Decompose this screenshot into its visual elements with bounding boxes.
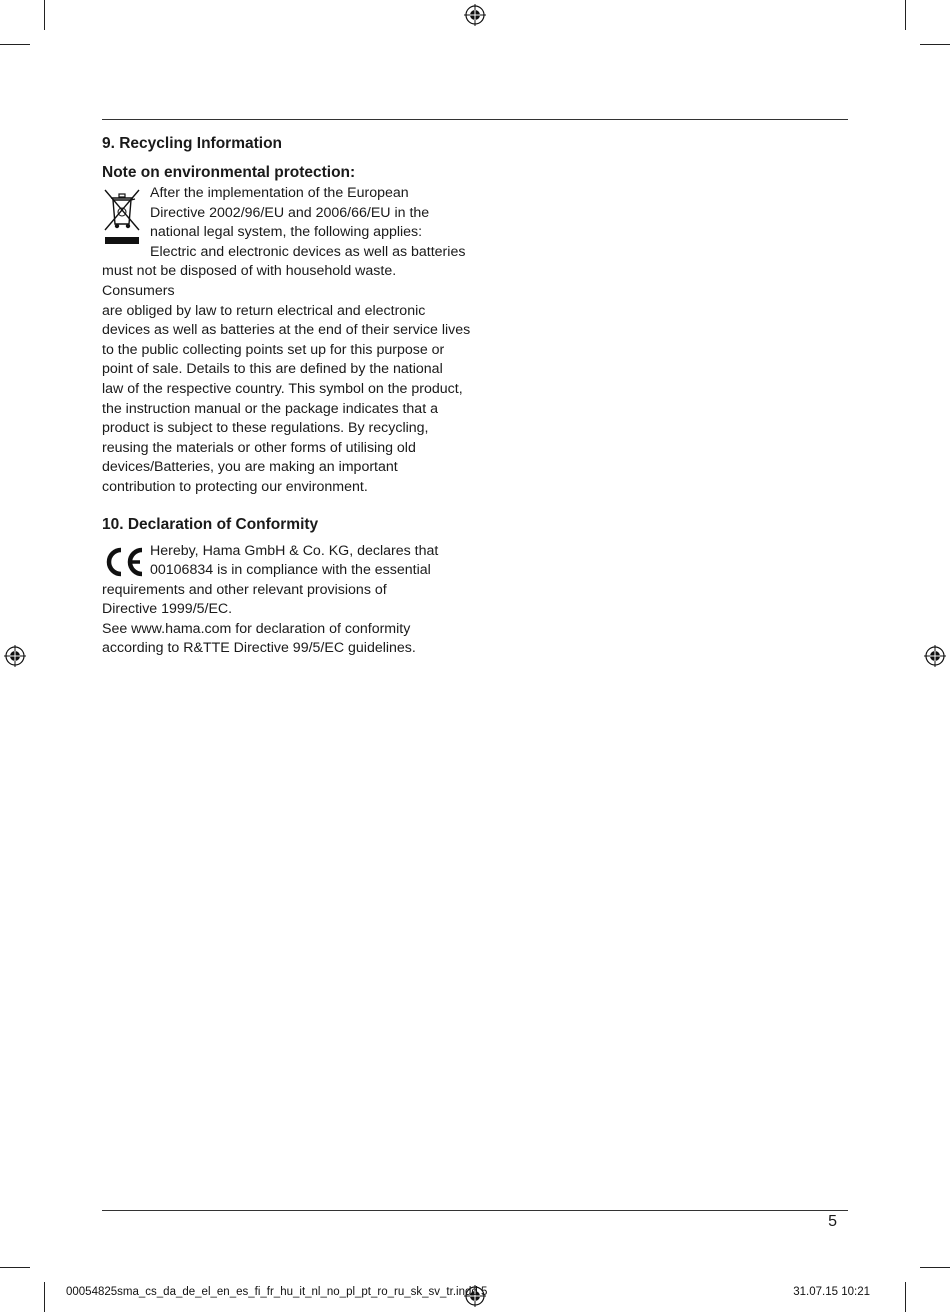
declaration-line: Directive 1999/5/EC. [102, 601, 233, 618]
recycling-line: devices/Batteries, you are making an important [102, 459, 398, 476]
registration-mark-icon [924, 645, 946, 667]
slug-timestamp: 31.07.15 10:21 [793, 1286, 870, 1298]
registration-mark-icon [4, 645, 26, 667]
crop-mark [44, 1282, 45, 1312]
recycling-line: must not be disposed of with household waste. Consumers [102, 263, 397, 299]
main-content [102, 130, 472, 659]
bottom-rule [102, 1210, 848, 1211]
crop-mark [920, 1267, 950, 1268]
declaration-line: 00106834 is in compliance with the essential [150, 562, 431, 579]
recycling-line: law of the respective country. This symbol on the product, [102, 380, 463, 397]
slug-filename: 00054825sma_cs_da_de_el_en_es_fi_fr_hu_it_nl_no_pl_pt_ro_ru_sk_sv_tr.indd 5 [66, 1286, 488, 1298]
crop-mark [905, 0, 906, 30]
recycling-heading: 9. Recycling Information [102, 135, 283, 152]
top-rule [102, 119, 848, 120]
recycling-text [102, 184, 472, 498]
declaration-text [102, 542, 472, 660]
recycling-line: Directive 2002/96/EU and 2006/66/EU in the [150, 204, 430, 221]
crossed-out-wheelie-bin-icon [102, 186, 142, 248]
declaration-line: according to R&TTE Directive 99/5/EC guidelines. [102, 640, 416, 657]
crop-mark [44, 0, 45, 30]
page-number: 5 [828, 1213, 837, 1230]
crop-mark [0, 44, 30, 45]
recycling-line: After the implementation of the European [150, 185, 409, 201]
recycling-line: are obliged by law to return electrical and electronic [102, 302, 426, 319]
declaration-heading: 10. Declaration of Conformity [102, 515, 319, 533]
recycling-line: the instruction manual or the package indicates that a [102, 400, 438, 417]
recycling-line: to the public collecting points set up for this purpose or [102, 341, 445, 358]
recycling-line: devices as well as batteries at the end of their service lives [102, 322, 471, 339]
registration-mark-icon [464, 4, 486, 26]
declaration-line: requirements and other relevant provisions of [102, 581, 387, 598]
recycling-line: product is subject to these regulations. By recycling, [102, 420, 429, 437]
recycling-line: national legal system, the following applies: [150, 224, 423, 241]
recycling-line: reusing the materials or other forms of utilising old [102, 439, 416, 456]
recycling-line: Electric and electronic devices as well as batteries [150, 243, 466, 260]
crop-mark [920, 44, 950, 45]
recycling-line: point of sale. Details to this are defined by the national [102, 361, 443, 378]
environment-subheading: Note on environmental protection: [102, 164, 356, 181]
recycling-line: contribution to protecting our environment. [102, 478, 368, 495]
ce-mark-icon [102, 545, 146, 579]
declaration-line: See www.hama.com for declaration of conformity [102, 620, 411, 637]
declaration-line: Hereby, Hama GmbH & Co. KG, declares that [150, 542, 439, 559]
crop-mark [905, 1282, 906, 1312]
crop-mark [0, 1267, 30, 1268]
